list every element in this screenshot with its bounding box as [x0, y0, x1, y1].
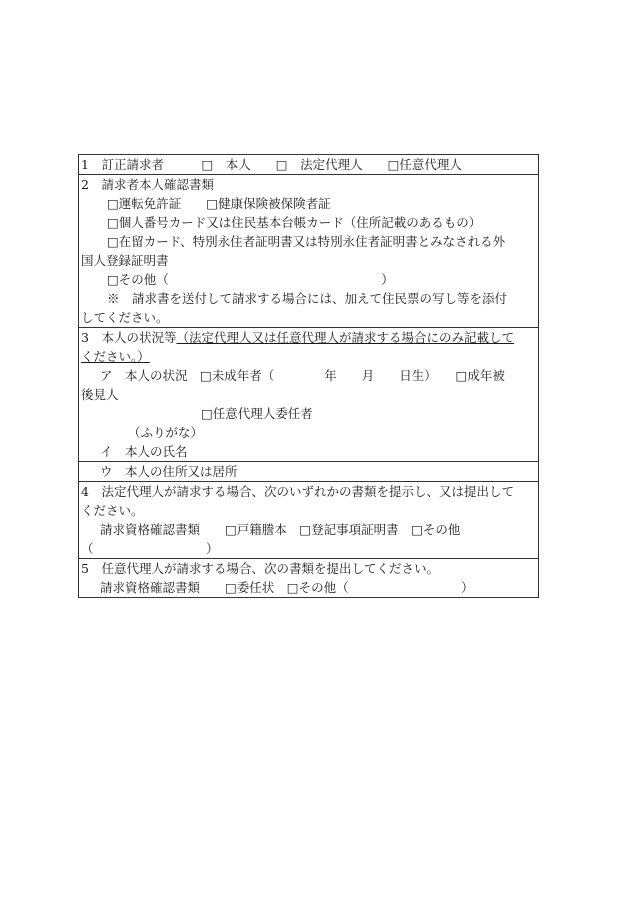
- requester-type-line: 1 訂正請求者 □ 本人 □ 法定代理人 □任意代理人: [81, 157, 462, 172]
- principal-status-title-cont: [79, 347, 538, 366]
- id-option-residence-card: □在留カード、特別永住者証明書又は特別永住者証明書とみなされる外: [107, 234, 506, 249]
- mail-request-note: ※ 請求書を送付して請求する場合には、加えて住民票の写し等を添付: [107, 291, 508, 306]
- principal-status-title-note: （法定代理人又は任意代理人が請求する場合にのみ記載して: [176, 330, 514, 345]
- correction-request-form: [78, 154, 539, 598]
- voluntary-agent-documents: 請求資格確認書類 □委任状 □その他（ ）: [100, 580, 474, 595]
- id-option-mynumber-card: □個人番号カード又は住民基本台帳カード（住所記載のあるもの）: [107, 215, 482, 230]
- principal-status-title-note-cont: ください。）: [81, 349, 150, 364]
- id-option-residence-card-cont: 国人登録証明書: [81, 253, 169, 268]
- id-option-license-insurance: □運転免許証 □健康保険被保険者証: [107, 196, 331, 211]
- identity-documents-title: 2 請求者本人確認書類: [81, 177, 214, 192]
- voluntary-agent-instruction: 5 任意代理人が請求する場合、次の書類を提出してください。: [81, 561, 439, 576]
- section-voluntary-agent: [79, 559, 538, 598]
- principal-status-title-prefix: 3 本人の状況等: [81, 330, 177, 345]
- legal-agent-instruction: 4 法定代理人が請求する場合、次のいずれかの書類を提示し、又は提出して: [81, 484, 514, 499]
- mail-request-note-cont: してください。: [81, 310, 169, 325]
- section-requester: [79, 155, 538, 175]
- section-legal-agent: [79, 482, 538, 559]
- furigana-label: （ふりがな）: [128, 425, 204, 440]
- section-principal-status: [79, 328, 538, 482]
- principal-address-field: ウ 本人の住所又は居所: [100, 464, 238, 479]
- principal-status-delegator: □任意代理人委任者: [201, 406, 313, 421]
- principal-status-line-cont: 後見人: [81, 387, 119, 402]
- section-identity-documents: [79, 175, 538, 328]
- legal-agent-other-blank: （ ）: [81, 541, 219, 556]
- legal-agent-instruction-cont: ください。: [81, 503, 144, 518]
- principal-status-line: ア 本人の状況 □未成年者（ 年 月 日生） □成年被: [100, 368, 505, 383]
- principal-name-field: イ 本人の氏名: [79, 442, 538, 462]
- principal-status-title: [79, 328, 538, 347]
- legal-agent-documents: 請求資格確認書類 □戸籍謄本 □登記事項証明書 □その他: [100, 522, 461, 537]
- id-option-other: □その他（ ）: [107, 272, 394, 287]
